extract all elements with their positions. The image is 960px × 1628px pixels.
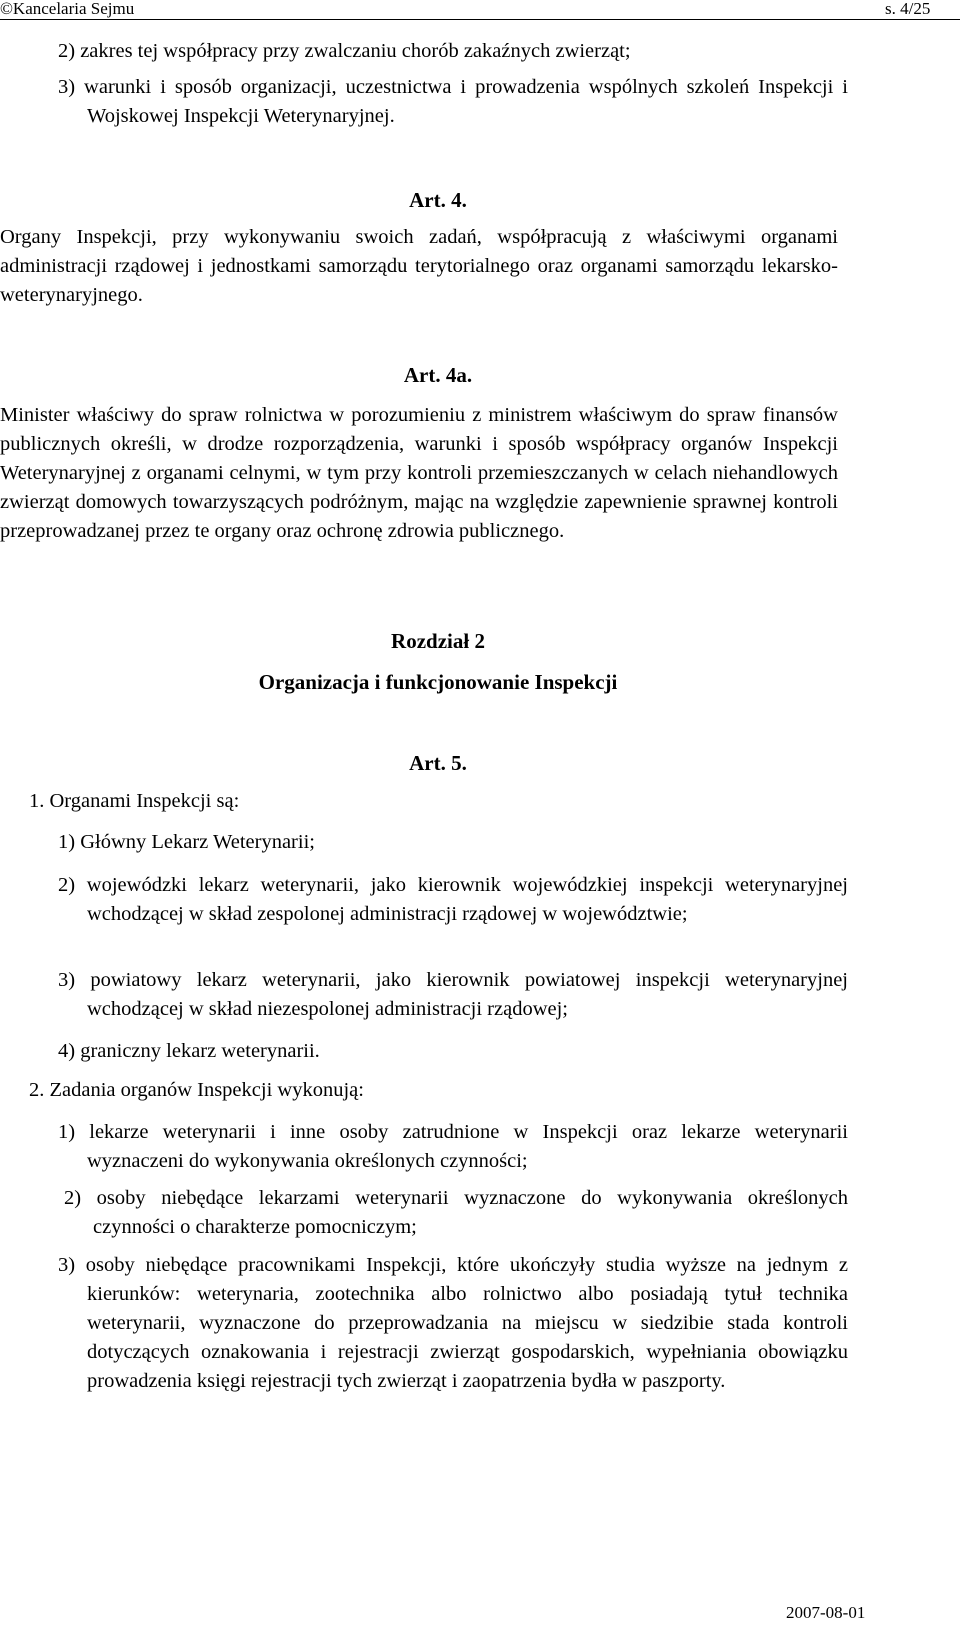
list-item: 4) graniczny lekarz weterynarii. [58,1040,320,1062]
article-heading: Art. 4. [409,188,467,212]
page-number: s. 4/25 [885,0,931,18]
list-item: 3) osoby niebędące pracownikami Inspekcji, które ukończyły studia wyższe na jednym z kierunków: weterynaria, zootechnika albo rolnictwo albo posiadają tytuł technika weterynarii, wyznaczone do przeprowadzania na miejscu w siedzibie stada kontroli dotyczących oznakowania i rejestracji zwierząt gospodarskich, wypełniania obowiązku prowadzenia księgi rejestracji tych zwierząt i zaopatrzenia bydła w paszporty. [58,1254,848,1392]
chapter-title: Organizacja i funkcjonowanie Inspekcji [258,670,618,694]
list-item: 3) powiatowy lekarz weterynarii, jako kierownik powiatowej inspekcji weterynaryjnej wchodzącej w skład niezespolonej administracji rządowej; [58,969,848,1020]
article-heading: Art. 4a. [403,363,473,387]
page-header [0,0,960,21]
paragraph-lead: 1. Organami Inspekcji są: [29,790,240,812]
header-divider [0,19,960,20]
document-date: 2007-08-01 [786,1603,866,1622]
chapter-number: Rozdział 2 [391,629,485,653]
list-item: 2) wojewódzki lekarz weterynarii, jako kierownik wojewódzkiej inspekcji weterynaryjnej wchodzącej w skład zespolonej administracji rządowej w województwie; [58,874,848,925]
list-item: 1) lekarze weterynarii i inne osoby zatrudnione w Inspekcji oraz lekarze weterynarii wyznaczeni do wykonywania określonych czynności; [58,1121,848,1172]
list-item: 1) Główny Lekarz Weterynarii; [58,831,315,853]
list-item: 2) zakres tej współpracy przy zwalczaniu chorób zakaźnych zwierząt; [58,40,631,62]
article-text: Organy Inspekcji, przy wykonywaniu swoich zadań, współpracują z właściwymi organami administracji rządowej i jednostkami samorządu terytorialnego oraz organami samorządu lekarsko-weterynaryjnego. [0,226,838,306]
article-heading: Art. 5. [409,751,467,775]
paragraph-lead: 2. Zadania organów Inspekcji wykonują: [29,1079,364,1101]
article-text: Minister właściwy do spraw rolnictwa w porozumieniu z ministrem właściwym do spraw finansów publicznych określi, w drodze rozporządzenia, warunki i sposób współpracy organów Inspekcji Weterynaryjnej z organami celnymi, w tym przy kontroli przemieszczanych w celach niehandlowych zwierząt domowych towarzyszących podróżnym, mając na względzie zapewnienie sprawnej kontroli przeprowadzanej przez te organy oraz ochronę zdrowia publicznego. [0,404,838,542]
list-item: 3) warunki i sposób organizacji, uczestnictwa i prowadzenia wspólnych szkoleń Inspekcji i Wojskowej Inspekcji Weterynaryjnej. [58,76,848,127]
copyright-label: ©Kancelaria Sejmu [0,0,135,18]
list-item: 2) osoby niebędące lekarzami weterynarii wyznaczone do wykonywania określonych czynności o charakterze pomocniczym; [64,1187,848,1238]
